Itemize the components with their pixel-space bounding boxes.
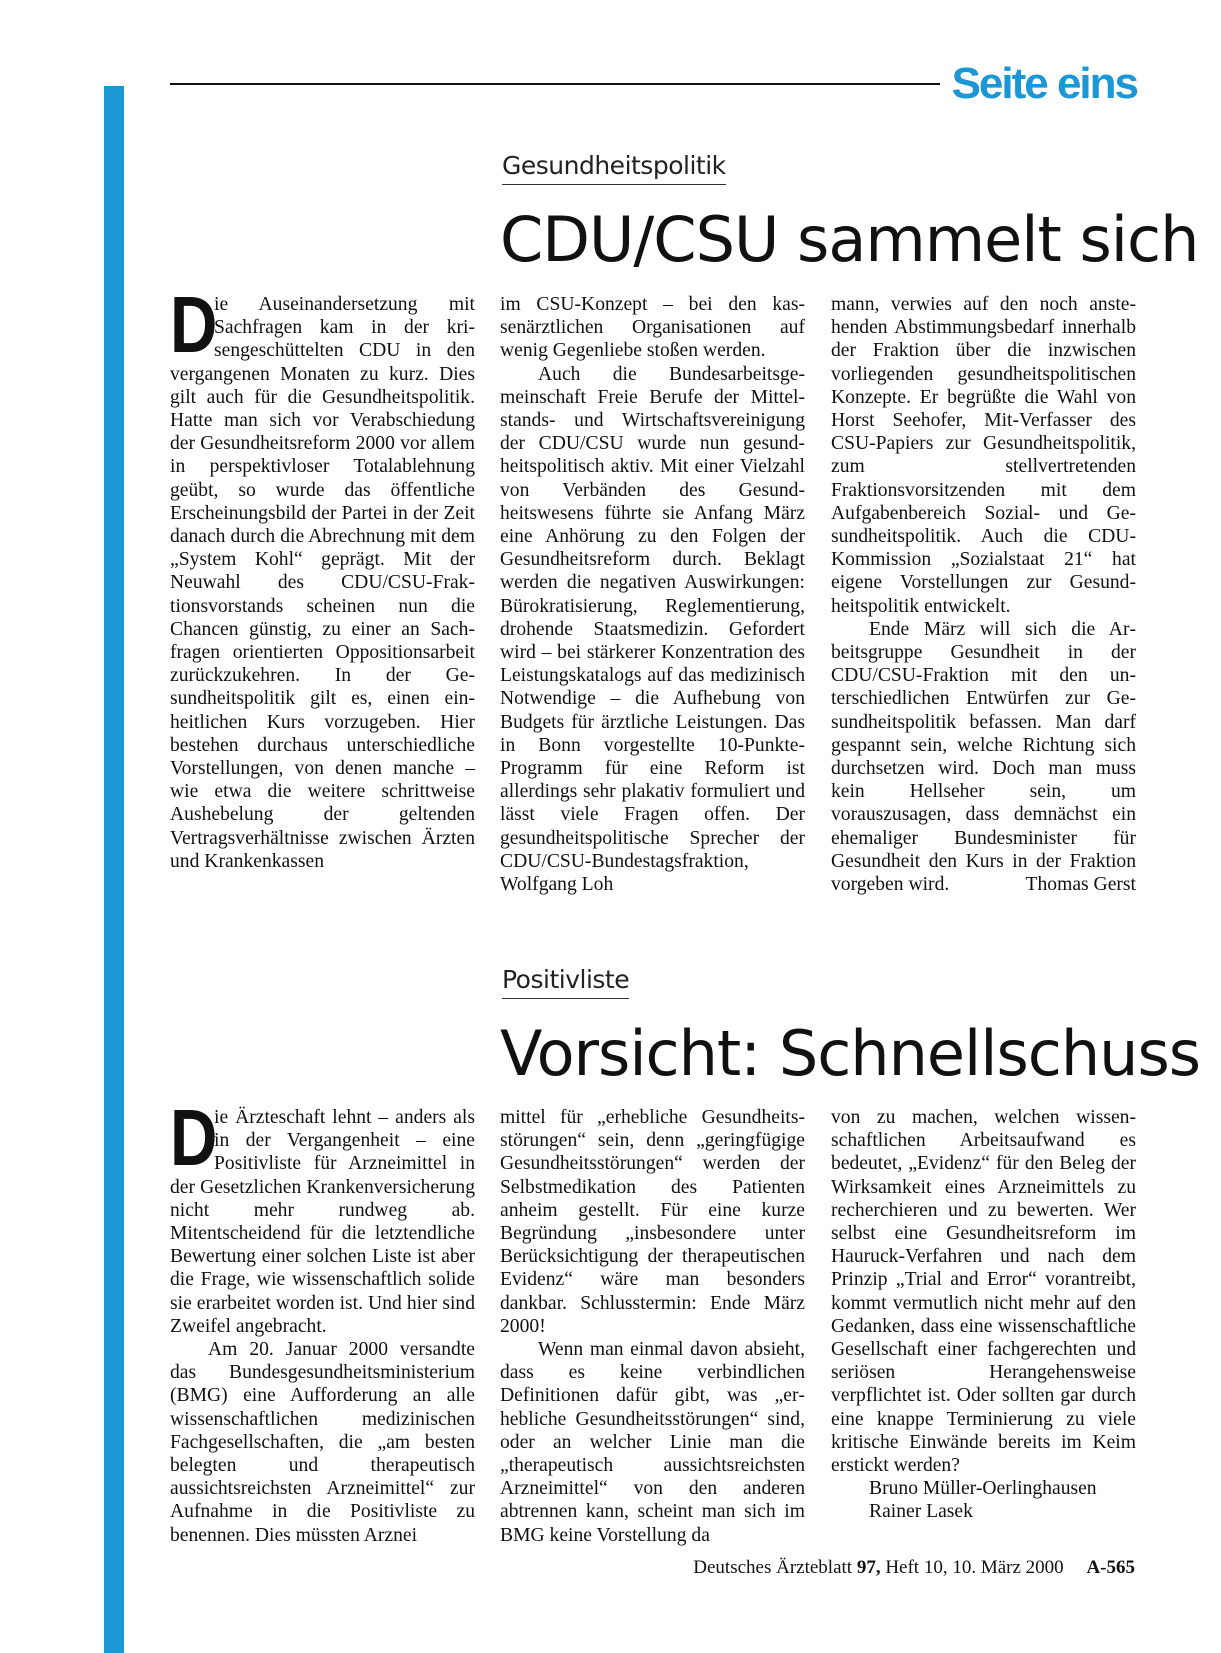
article2-column-3 [831,1106,1136,1524]
article2-paragraph [170,1093,475,1338]
article2-headline: Vorsicht: Schnellschuss [500,1017,1201,1090]
article1-paragraph: im CSU-Konzept – bei den kassenärztlichen Organisationen auf wenig Gegenliebe stoßen werden. [500,294,805,362]
article1-kicker: Gesundheitspolitik [502,150,726,185]
article1-paragraph [831,618,1136,896]
article1-column-2 [500,293,805,896]
drop-cap: D [170,280,218,369]
article1-author: Thomas Gerst [1025,874,1136,896]
article2-paragraph: von zu machen, welchen wissenschaftlichen Arbeitsaufwand es bedeutet, „Evidenz“ für den Beleg der Wirksamkeit eines Arzneimittels zu recherchieren und zu bewerten. Wer selbst eine Gesundheitsreform im Hauruck-Verfahren und nach dem Prinzip „Trial and Error“ vorantreibt, kommt vermutlich nicht mehr auf den Gedanken, dass eine wissenschaftliche Gesellschaft einer fachgerechten und seriösen Herangehensweise verpflichtet ist. Oder sollten gar durch eine knappe Terminierung zu viele kritische Einwände bereits im Keim erstickt werden? [831,1107,1136,1477]
article2-paragraph: Wenn man einmal davon absieht, dass es keine verbindlichen Definitionen dafür gibt, was „erhebliche Gesundheitsstörungen“ sind, oder an welcher Linie man die „therapeutisch aussichtsreichsten Arzneimittel“ von den anderen abtrennen kann, scheint man sich im BMG keine Vorstellung da [500,1339,805,1546]
article2-column-2 [500,1106,805,1547]
footer-journal: Deutsches Ärzteblatt [693,1557,853,1578]
article1-column-3 [831,293,1136,896]
section-label: Seite eins [951,59,1137,108]
article2-author-2: Rainer Lasek [869,1501,973,1523]
article2-column-1 [170,1093,475,1547]
article1-text: Ende März will sich die Arbeitsgruppe Gesundheit in der CDU/CSU-Fraktion mit den unterschiedlichen Entwürfen zur Gesundheitspolitik befassen. Man darf gespannt sein, welche Richtung sich durchsetzen wird. Doch man muss kein Hellseher sein, um vorauszusagen, dass demnächst ein ehemaliger Bundesminister für Gesundheit den Kurs in der Fraktion vorgeben wird. [831,618,1136,896]
article2-kicker: Positivliste [502,964,629,999]
article1-paragraph: mann, verwies auf den noch anstehenden Abstimmungsbedarf innerhalb der Fraktion über die inzwischen vorliegenden gesundheitspolitischen Konzepte. Er begrüßte die Wahl von Horst Seehofer, Mit-Verfasser des CSU-Papiers zur Gesundheitspolitik, zum stellvertretenden Fraktionsvorsitzenden mit dem Aufgabenbereich Sozial- und Gesundheitspolitik. Auch die CDU-Kommission „Sozialstaat 21“ hat eigene Vorstellungen zur Gesundheitspolitik entwickelt. [831,294,1136,617]
article2-paragraph: mittel für „erhebliche Gesundheitsstörungen“ sein, denn „geringfügige Gesundheitsstörungen“ werden der Selbstmedikation des Patienten anheim gestellt. Für eine kurze Begründung „insbesondere unter Berücksichtigung der therapeutischen Evidenz“ wäre man besonders dankbar. Schlusstermin: Ende März 2000! [500,1107,805,1337]
footer-volume: 97, [856,1557,881,1578]
header-rule [170,83,940,85]
blue-margin-bar [104,86,124,1653]
drop-cap: D [170,1093,218,1182]
article2-paragraph: Am 20. Januar 2000 versandte das Bundesgesundheitsministerium (BMG) eine Aufforderung an alle wissenschaftlichen medizinischen Fachgesellschaften, die „am besten belegten und therapeutisch aussichtsreichsten Arzneimittel“ zur Aufnahme in die Positivliste zu benennen. Dies müssten Arznei [170,1339,475,1546]
article1-text: ie Auseinandersetzung mit Sachfragen kam in der krisengeschüttelten CDU in den vergangenen Monaten zu kurz. Dies gilt auch für die Gesundheitspolitik. Hatte man sich vor Verabschiedung der Gesundheitsreform 2000 vor allem in perspektivloser Totalablehnung geübt, so wurde das öffentliche Erscheinungsbild der Partei in der Zeit danach durch die Abrechnung mit dem „System Kohl“ geprägt. Mit der Neuwahl des CDU/CSU-Fraktionsvorstands scheinen nun die Chancen günstig, zu einer an Sachfragen orientierten Oppositionsarbeit zurückzukehren. In der Gesundheitspolitik gilt es, einen einheitlichen Kurs vorzugeben. Hier bestehen durchaus unterschiedliche Vorstellungen, von denen manche – wie etwa die weitere schrittweise Aushebelung der geltenden Vertragsverhältnisse zwischen Ärzten und Krankenkassen [170,294,475,872]
article2-text: ie Ärzteschaft lehnt – anders als in der Vergangenheit – eine Positivliste für Arzneimittel in der Gesetzlichen Krankenversicherung nicht mehr rundweg ab. Mitentscheidend für die letztendliche Bewertung einer solchen Liste ist aber die Frage, wie wissenschaftlich solide sie erarbeitet worden ist. Und hier sind Zweifel angebracht. [170,1107,475,1337]
article2-author-1: Bruno Müller-Oerlinghausen [869,1478,1097,1500]
page-number: A-565 [1086,1557,1135,1578]
footer-issue: Heft 10, 10. März 2000 [885,1557,1064,1578]
article1-paragraph: Auch die Bundesarbeitsgemeinschaft Freie Berufe der Mittelstands- und Wirtschaftsvereinigung der CDU/CSU wurde nun gesundheitspolitisch aktiv. Mit einer Vielzahl von Verbänden des Gesundheitswesens führte sie Anfang März eine Anhörung zu den Folgen der Gesundheitsreform durch. Beklagt werden die negativen Auswirkungen: Bürokratisierung, Reglementierung, drohende Staatsmedizin. Gefordert wird – bei stärkerer Konzentration des Leistungskatalogs auf das medizinisch Notwendige – die Aufhebung von Budgets für ärztliche Leistungen. Das in Bonn vorgestellte 10-Punkte-Programm für eine Reform ist allerdings sehr plakativ formuliert und lässt viele Fragen offen. Der gesundheitspolitische Sprecher der CDU/CSU-Bundestagsfraktion, Wolfgang Loh [500,363,805,896]
article1-paragraph [170,280,475,873]
article1-headline: CDU/CSU sammelt sich [500,203,1199,276]
article1-column-1 [170,280,475,873]
page-footer [693,1556,1135,1580]
